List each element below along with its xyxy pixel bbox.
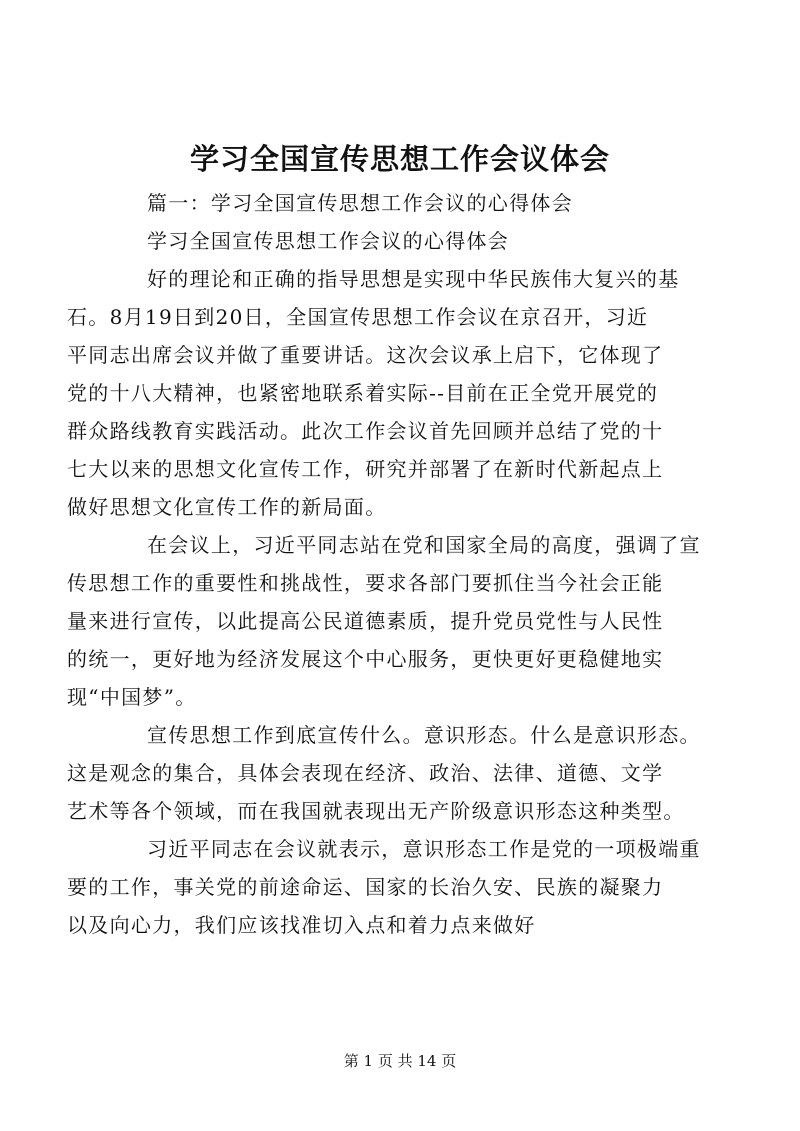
paragraph-3 [67,716,701,830]
document-title: 学习全国宣传思想工作会议体会 [189,142,610,176]
paragraph-1-line-3: 平同志出席会议并做了重要讲话。这次会议承上启下，它体现了 [67,343,664,367]
paragraph-1-line-2: 石。8月19日到20日，全国宣传思想工作会议在京召开，习近 [67,305,649,329]
document-body [67,184,701,944]
paragraph-2-line-5: 现“中国梦”。 [67,685,197,709]
paragraph-1-line-4: 党的十八大精神，也紧密地联系着实际--目前在正全党开展党的 [67,381,659,405]
paragraph-2-line-1: 在会议上，习近平同志站在党和国家全局的高度，强调了宣 [147,533,701,557]
paragraph-1-line-6: 七大以来的思想文化宣传工作，研究并部署了在新时代新起点上 [67,457,664,481]
paragraph-3-line-1: 宣传思想工作到底宣传什么。意识形态。什么是意识形态。 [147,723,701,747]
paragraph-1 [67,260,699,526]
subtitle-1: 篇一：学习全国宣传思想工作会议的心得体会 [147,191,573,215]
paragraph-2 [67,526,701,716]
paragraph-1-line-1: 好的理论和正确的指导思想是实现中华民族伟大复兴的基 [147,267,680,291]
paragraph-1-line-7: 做好思想文化宣传工作的新局面。 [67,495,387,519]
paragraph-1-line-5: 群众路线教育实践活动。此次工作会议首先回顾并总结了党的十 [67,419,664,443]
paragraph-2-line-3: 量来进行宣传，以此提高公民道德素质，提升党员党性与人民性 [67,609,664,633]
paragraph-4-line-2: 要的工作，事关党的前途命运、国家的长治久安、民族的凝聚力 [67,875,664,899]
paragraph-2-line-2: 传思想工作的重要性和挑战性，要求各部门要抓住当今社会正能 [67,571,664,595]
paragraph-4-line-3: 以及向心力，我们应该找准切入点和着力点来做好 [67,913,536,937]
paragraph-3-line-3: 艺术等各个领域，而在我国就表现出无产阶级意识形态这种类型。 [67,799,685,823]
subtitle-2: 学习全国宣传思想工作会议的心得体会 [147,229,510,253]
paragraph-4 [67,830,701,944]
paragraph-4-line-1: 习近平同志在会议就表示，意识形态工作是党的一项极端重 [147,837,701,861]
paragraph-2-line-4: 的统一，更好地为经济发展这个中心服务，更快更好更稳健地实 [67,647,664,671]
page-number-footer: 第 1 页 共 14 页 [343,1052,457,1070]
paragraph-3-line-2: 这是观念的集合，具体会表现在经济、政治、法律、道德、文学 [67,761,664,785]
